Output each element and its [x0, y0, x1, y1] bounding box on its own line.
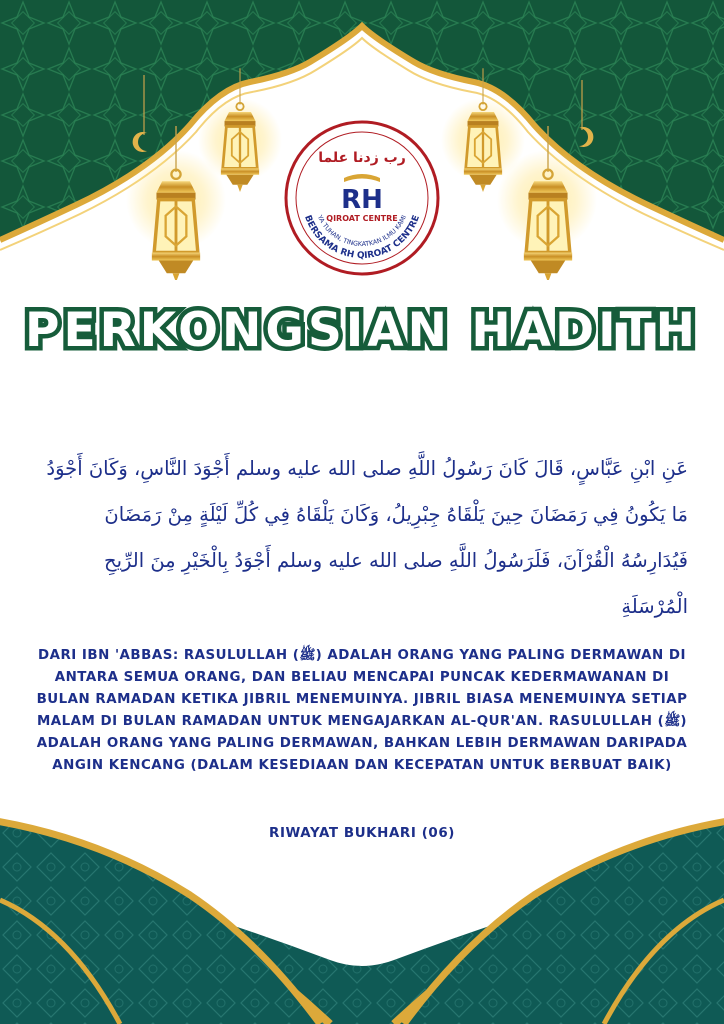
logo-ring-outer-text: BERSAMA RH QIROAT CENTRE	[302, 214, 422, 262]
page-title: PERKONGSIAN HADITH	[25, 303, 699, 358]
lantern-icon	[214, 60, 266, 210]
logo	[284, 120, 440, 276]
logo-initials: RH	[341, 185, 383, 215]
hadith-narrator: RIWAYAT BUKHARI (06)	[269, 826, 455, 841]
logo-ring-inner-text: YA TUHAN, TINGKATKAN ILMU KAMI	[315, 213, 409, 249]
hadith-arabic-text: عَنِ ابْنِ عَبَّاسٍ، قَالَ كَانَ رَسُولُ اللَّهِ صلى الله عليه وسلم أَجْوَدَ النَّاسِ، وَكَانَ أَجْوَدُ مَا يَكُونُ فِي رَمَضَانَ حِينَ يَلْقَاهُ جِبْرِيلُ، وَكَانَ يَلْقَاهُ فِي كُلِّ لَيْلَةٍ مِنْ رَمَضَانَ فَيُدَارِسُهُ الْقُرْآنَ، فَلَرَسُولُ اللَّهِ صلى الله عليه وسلم أَجْوَدُ بِالْخَيْرِ مِنَ الرِّيحِ الْمُرْسَلَةِ	[46, 457, 688, 618]
lantern-icon	[518, 110, 578, 280]
hadith-translation: DARI IBN 'ABBAS: RASULULLAH (ﷺ) ADALAH ORANG YANG PALING DERMAWAN DI ANTARA SEMUA ORANG, DAN BELIAU MENCAPAI PUNCAK KEDERMAWANAN DI BULAN RAMADAN KETIKA JIBRIL MENEMUINYA. JIBRIL BIASA MENEMUINYA SETIAP MALAM DI BULAN RAMADAN UNTUK MENGAJARKAN AL-QUR'AN. RASULULLAH (ﷺ) ADALAH ORANG YANG PALING DERMAWAN, BAHKAN LEBIH DERMAWAN DARIPADA ANGIN KENCANG (DALAM KESEDIAAN DAN KECEPATAN UNTUK BERBUAT BAIK)	[36, 648, 688, 773]
logo-arabic-text: رب زدنا علما	[318, 150, 406, 166]
logo-subtitle: QIROAT CENTRE	[326, 214, 398, 223]
lantern-icon	[146, 110, 206, 280]
lantern-icon	[457, 60, 509, 210]
